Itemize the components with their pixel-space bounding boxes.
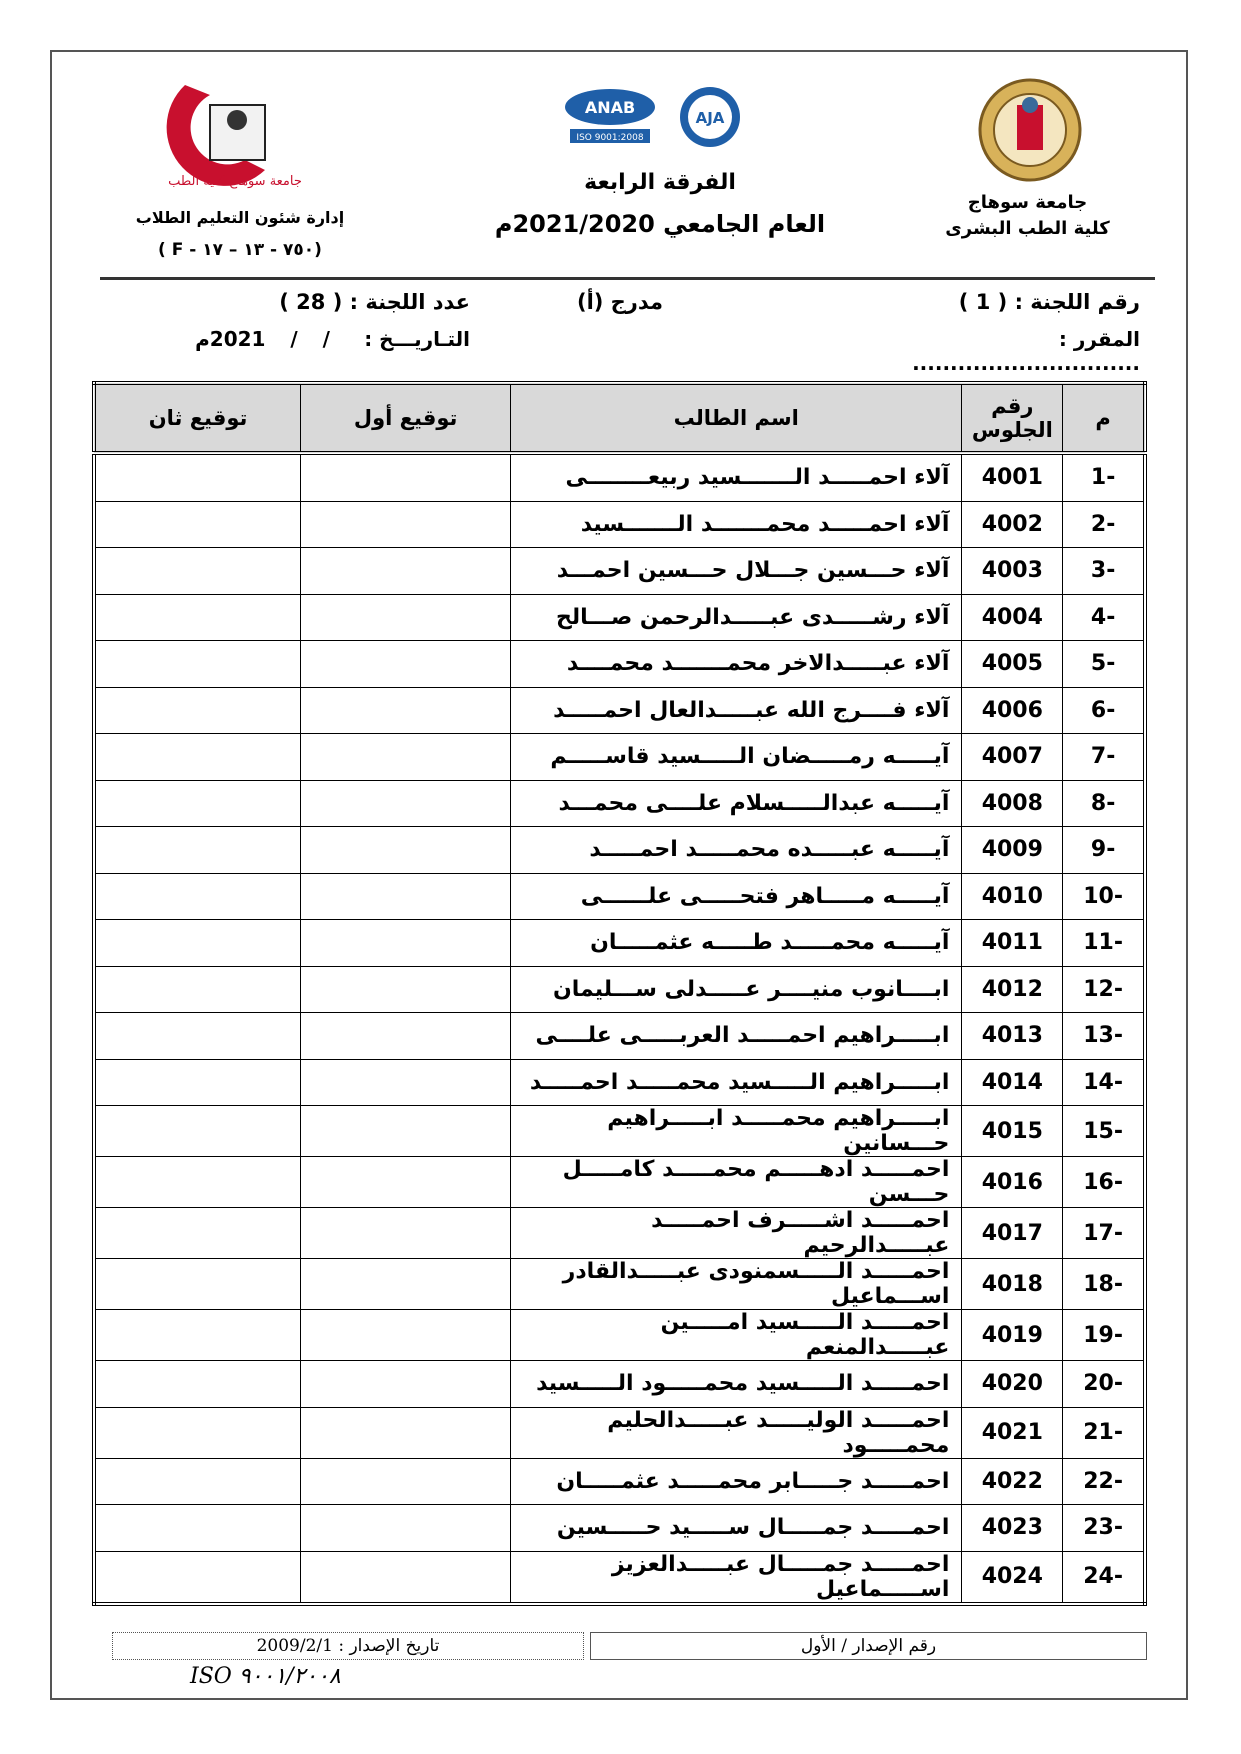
university-name: جامعة سوهاج (967, 192, 1088, 213)
row-student-name: آلاء احمـــــد محمـــــــد الـــــــسيد (511, 501, 962, 548)
row-signature-first (301, 1361, 511, 1408)
anab-iso-lettering: ISO 9001:2008 (576, 133, 644, 143)
row-signature-first (301, 1157, 511, 1208)
row-signature-first (301, 1208, 511, 1259)
row-index: -23 (1063, 1505, 1145, 1552)
table-row (94, 966, 1145, 1013)
row-seat-number: 4012 (962, 966, 1063, 1013)
row-signature-first (301, 641, 511, 688)
row-seat-number: 4023 (962, 1505, 1063, 1552)
row-index: -11 (1063, 920, 1145, 967)
row-signature-second (94, 1259, 301, 1310)
col-header-index: م (1063, 383, 1145, 453)
row-signature-first (301, 594, 511, 641)
row-student-name: آلاء عبـــــدالاخر محمـــــــد محمــــد (511, 641, 962, 688)
table-row (94, 548, 1145, 595)
table-row (94, 780, 1145, 827)
row-index: -7 (1063, 734, 1145, 781)
academic-level: الفرقة الرابعة (584, 170, 736, 195)
row-student-name: آيـــــه رمـــــضان الـــــسيد قاســـــم (511, 734, 962, 781)
table-row (94, 1157, 1145, 1208)
date-label: التـاريـــخ : (364, 327, 470, 351)
students-table (92, 381, 1147, 1606)
row-signature-first (301, 1551, 511, 1604)
row-signature-second (94, 1505, 301, 1552)
row-index: -6 (1063, 687, 1145, 734)
table-row (94, 920, 1145, 967)
row-signature-first (301, 1059, 511, 1106)
row-student-name: احمـــــد الـــــسيد محمـــــود الـــــسيد (511, 1361, 962, 1408)
row-signature-second (94, 780, 301, 827)
row-index: -2 (1063, 501, 1145, 548)
row-student-name: آلاء احمـــــد الـــــــسيد ربيعــــــــى (511, 453, 962, 501)
row-signature-second (94, 827, 301, 874)
row-signature-first (301, 548, 511, 595)
row-seat-number: 4010 (962, 873, 1063, 920)
row-signature-first (301, 1458, 511, 1505)
row-seat-number: 4004 (962, 594, 1063, 641)
table-row (94, 1458, 1145, 1505)
row-seat-number: 4021 (962, 1407, 1063, 1458)
row-signature-second (94, 641, 301, 688)
row-student-name: احمـــــد جمـــــال عبـــــدالعزيز اســـــماعيل (511, 1551, 962, 1604)
row-seat-number: 4018 (962, 1259, 1063, 1310)
row-signature-first (301, 1407, 511, 1458)
row-index: -17 (1063, 1208, 1145, 1259)
committee-number: رقم اللجنة : ( 1 ) (958, 290, 1140, 314)
row-index: -19 (1063, 1310, 1145, 1361)
row-index: -12 (1063, 966, 1145, 1013)
table-row (94, 1551, 1145, 1604)
form-code: ( F - ٧٥٠ - ١٣ – ١٧) (158, 240, 322, 260)
row-seat-number: 4020 (962, 1361, 1063, 1408)
row-signature-first (301, 873, 511, 920)
row-signature-first (301, 1505, 511, 1552)
row-signature-first (301, 453, 511, 501)
row-seat-number: 4019 (962, 1310, 1063, 1361)
row-signature-second (94, 1106, 301, 1157)
col-header-seat: رقم الجلوس (962, 383, 1063, 453)
row-signature-first (301, 966, 511, 1013)
row-index: -22 (1063, 1458, 1145, 1505)
row-signature-second (94, 873, 301, 920)
row-index: -13 (1063, 1013, 1145, 1060)
table-row (94, 501, 1145, 548)
row-index: -15 (1063, 1106, 1145, 1157)
row-signature-first (301, 1013, 511, 1060)
row-student-name: آلاء رشـــــدى عبـــــدالرحمن صـــالح (511, 594, 962, 641)
table-row (94, 1310, 1145, 1361)
row-seat-number: 4008 (962, 780, 1063, 827)
row-student-name: آيـــــه عبـــــده محمـــــد احمـــــد (511, 827, 962, 874)
table-row (94, 453, 1145, 501)
row-student-name: احمـــــد جـــــابر محمـــــد عثمـــــان (511, 1458, 962, 1505)
row-student-name: احمـــــد اشـــــرف احمـــــد عبـــــدالرحيم (511, 1208, 962, 1259)
row-index: -3 (1063, 548, 1145, 595)
row-student-name: آلاء حـــسين جـــلال حـــسين احمـــد (511, 548, 962, 595)
row-student-name: آلاء فــــرج الله عبـــــدالعال احمـــــد (511, 687, 962, 734)
row-signature-second (94, 1361, 301, 1408)
row-signature-second (94, 1407, 301, 1458)
row-signature-first (301, 1106, 511, 1157)
course-field: المقرر : .............................. (912, 327, 1140, 375)
row-signature-first (301, 827, 511, 874)
row-seat-number: 4002 (962, 501, 1063, 548)
row-signature-second (94, 548, 301, 595)
row-signature-first (301, 920, 511, 967)
hall-name: مدرج (أ) (576, 290, 664, 314)
row-signature-second (94, 687, 301, 734)
row-seat-number: 4009 (962, 827, 1063, 874)
row-seat-number: 4011 (962, 920, 1063, 967)
table-row (94, 873, 1145, 920)
issue-date: تاريخ الإصدار : 2009/2/1 (112, 1632, 584, 1660)
col-header-sig1: توقيع أول (301, 383, 511, 453)
row-seat-number: 4005 (962, 641, 1063, 688)
row-index: -8 (1063, 780, 1145, 827)
table-row (94, 734, 1145, 781)
table-row (94, 1505, 1145, 1552)
row-seat-number: 4016 (962, 1157, 1063, 1208)
row-signature-second (94, 734, 301, 781)
col-header-sig2: توقيع ثان (94, 383, 301, 453)
table-row (94, 1361, 1145, 1408)
row-student-name: احمـــــد جمـــــال ســـــيد حـــــسين (511, 1505, 962, 1552)
row-student-name: ابــــانوب منيــــر عـــــدلى ســـليمان (511, 966, 962, 1013)
row-signature-first (301, 1259, 511, 1310)
row-signature-first (301, 1310, 511, 1361)
faculty-name: كلية الطب البشرى (945, 218, 1110, 239)
row-seat-number: 4007 (962, 734, 1063, 781)
table-row (94, 827, 1145, 874)
row-student-name: احمـــــد ادهـــــم محمـــــد كامـــــل حـــسن (511, 1157, 962, 1208)
row-seat-number: 4017 (962, 1208, 1063, 1259)
issue-number: رقم الإصدار / الأول (590, 1632, 1147, 1660)
student-affairs-dept: إدارة شئون التعليم الطلاب (135, 208, 345, 227)
col-header-name: اسم الطالب (511, 383, 962, 453)
faculty-medicine-logo (115, 75, 315, 195)
row-index: -10 (1063, 873, 1145, 920)
row-index: -4 (1063, 594, 1145, 641)
sohag-university-logo (975, 75, 1085, 185)
row-index: -1 (1063, 453, 1145, 501)
table-row (94, 594, 1145, 641)
iso-standard: ISO ٩٠٠١/٢٠٠٨ (190, 1664, 341, 1689)
row-index: -20 (1063, 1361, 1145, 1408)
row-signature-second (94, 1157, 301, 1208)
row-signature-second (94, 1551, 301, 1604)
row-signature-first (301, 687, 511, 734)
row-seat-number: 4014 (962, 1059, 1063, 1106)
row-index: -16 (1063, 1157, 1145, 1208)
row-signature-first (301, 780, 511, 827)
row-signature-second (94, 453, 301, 501)
row-seat-number: 4013 (962, 1013, 1063, 1060)
row-index: -14 (1063, 1059, 1145, 1106)
row-signature-second (94, 1059, 301, 1106)
row-signature-second (94, 1458, 301, 1505)
row-student-name: احمـــــد الـــــسمنودى عبـــــدالقادر اســـماعيل (511, 1259, 962, 1310)
row-signature-second (94, 1310, 301, 1361)
row-signature-second (94, 1013, 301, 1060)
row-signature-second (94, 594, 301, 641)
anab-lettering: ANAB (584, 98, 636, 117)
row-index: -21 (1063, 1407, 1145, 1458)
row-seat-number: 4015 (962, 1106, 1063, 1157)
date-value: / / 2021م (195, 327, 330, 351)
row-student-name: ابـــــراهيم احمـــــد العربـــــى علــــى (511, 1013, 962, 1060)
row-seat-number: 4001 (962, 453, 1063, 501)
table-row (94, 641, 1145, 688)
academic-year: العام الجامعي 2021/2020م (494, 210, 826, 238)
table-row (94, 1013, 1145, 1060)
table-row (94, 1106, 1145, 1157)
row-seat-number: 4003 (962, 548, 1063, 595)
row-signature-first (301, 734, 511, 781)
row-student-name: آيـــــه مـــــاهر فتحـــــى علــــــى (511, 873, 962, 920)
row-index: -5 (1063, 641, 1145, 688)
row-student-name: ابـــــراهيم الـــــسيد محمـــــد احمـــــد (511, 1059, 962, 1106)
row-seat-number: 4006 (962, 687, 1063, 734)
table-header-row (94, 383, 1145, 453)
row-student-name: آيـــــه محمـــــد طـــــه عثمـــــان (511, 920, 962, 967)
row-index: -18 (1063, 1259, 1145, 1310)
row-student-name: احمـــــد الوليـــــد عبـــــدالحليم محمـــــود (511, 1407, 962, 1458)
table-row (94, 1407, 1145, 1458)
row-student-name: ابـــــراهيم محمـــــد ابـــــراهيم حـــسانين (511, 1106, 962, 1157)
accreditation-logos (560, 85, 760, 155)
row-signature-second (94, 920, 301, 967)
logo-left-lettering: جامعة سوهاج كلية الطب (168, 174, 302, 189)
row-signature-second (94, 966, 301, 1013)
row-seat-number: 4024 (962, 1551, 1063, 1604)
row-index: -24 (1063, 1551, 1145, 1604)
table-row (94, 1059, 1145, 1106)
header-divider (100, 277, 1155, 280)
row-student-name: احمـــــد الـــــسيد امـــــين عبـــــدالمنعم (511, 1310, 962, 1361)
aja-lettering: AJA (695, 109, 725, 127)
row-signature-second (94, 501, 301, 548)
row-index: -9 (1063, 827, 1145, 874)
row-signature-second (94, 1208, 301, 1259)
table-row (94, 687, 1145, 734)
row-student-name: آيـــــه عبدالـــــسلام علــــى محمـــد (511, 780, 962, 827)
row-seat-number: 4022 (962, 1458, 1063, 1505)
table-row (94, 1259, 1145, 1310)
table-row (94, 1208, 1145, 1259)
row-signature-first (301, 501, 511, 548)
committee-count: عدد اللجنة : ( 28 ) (279, 290, 470, 314)
